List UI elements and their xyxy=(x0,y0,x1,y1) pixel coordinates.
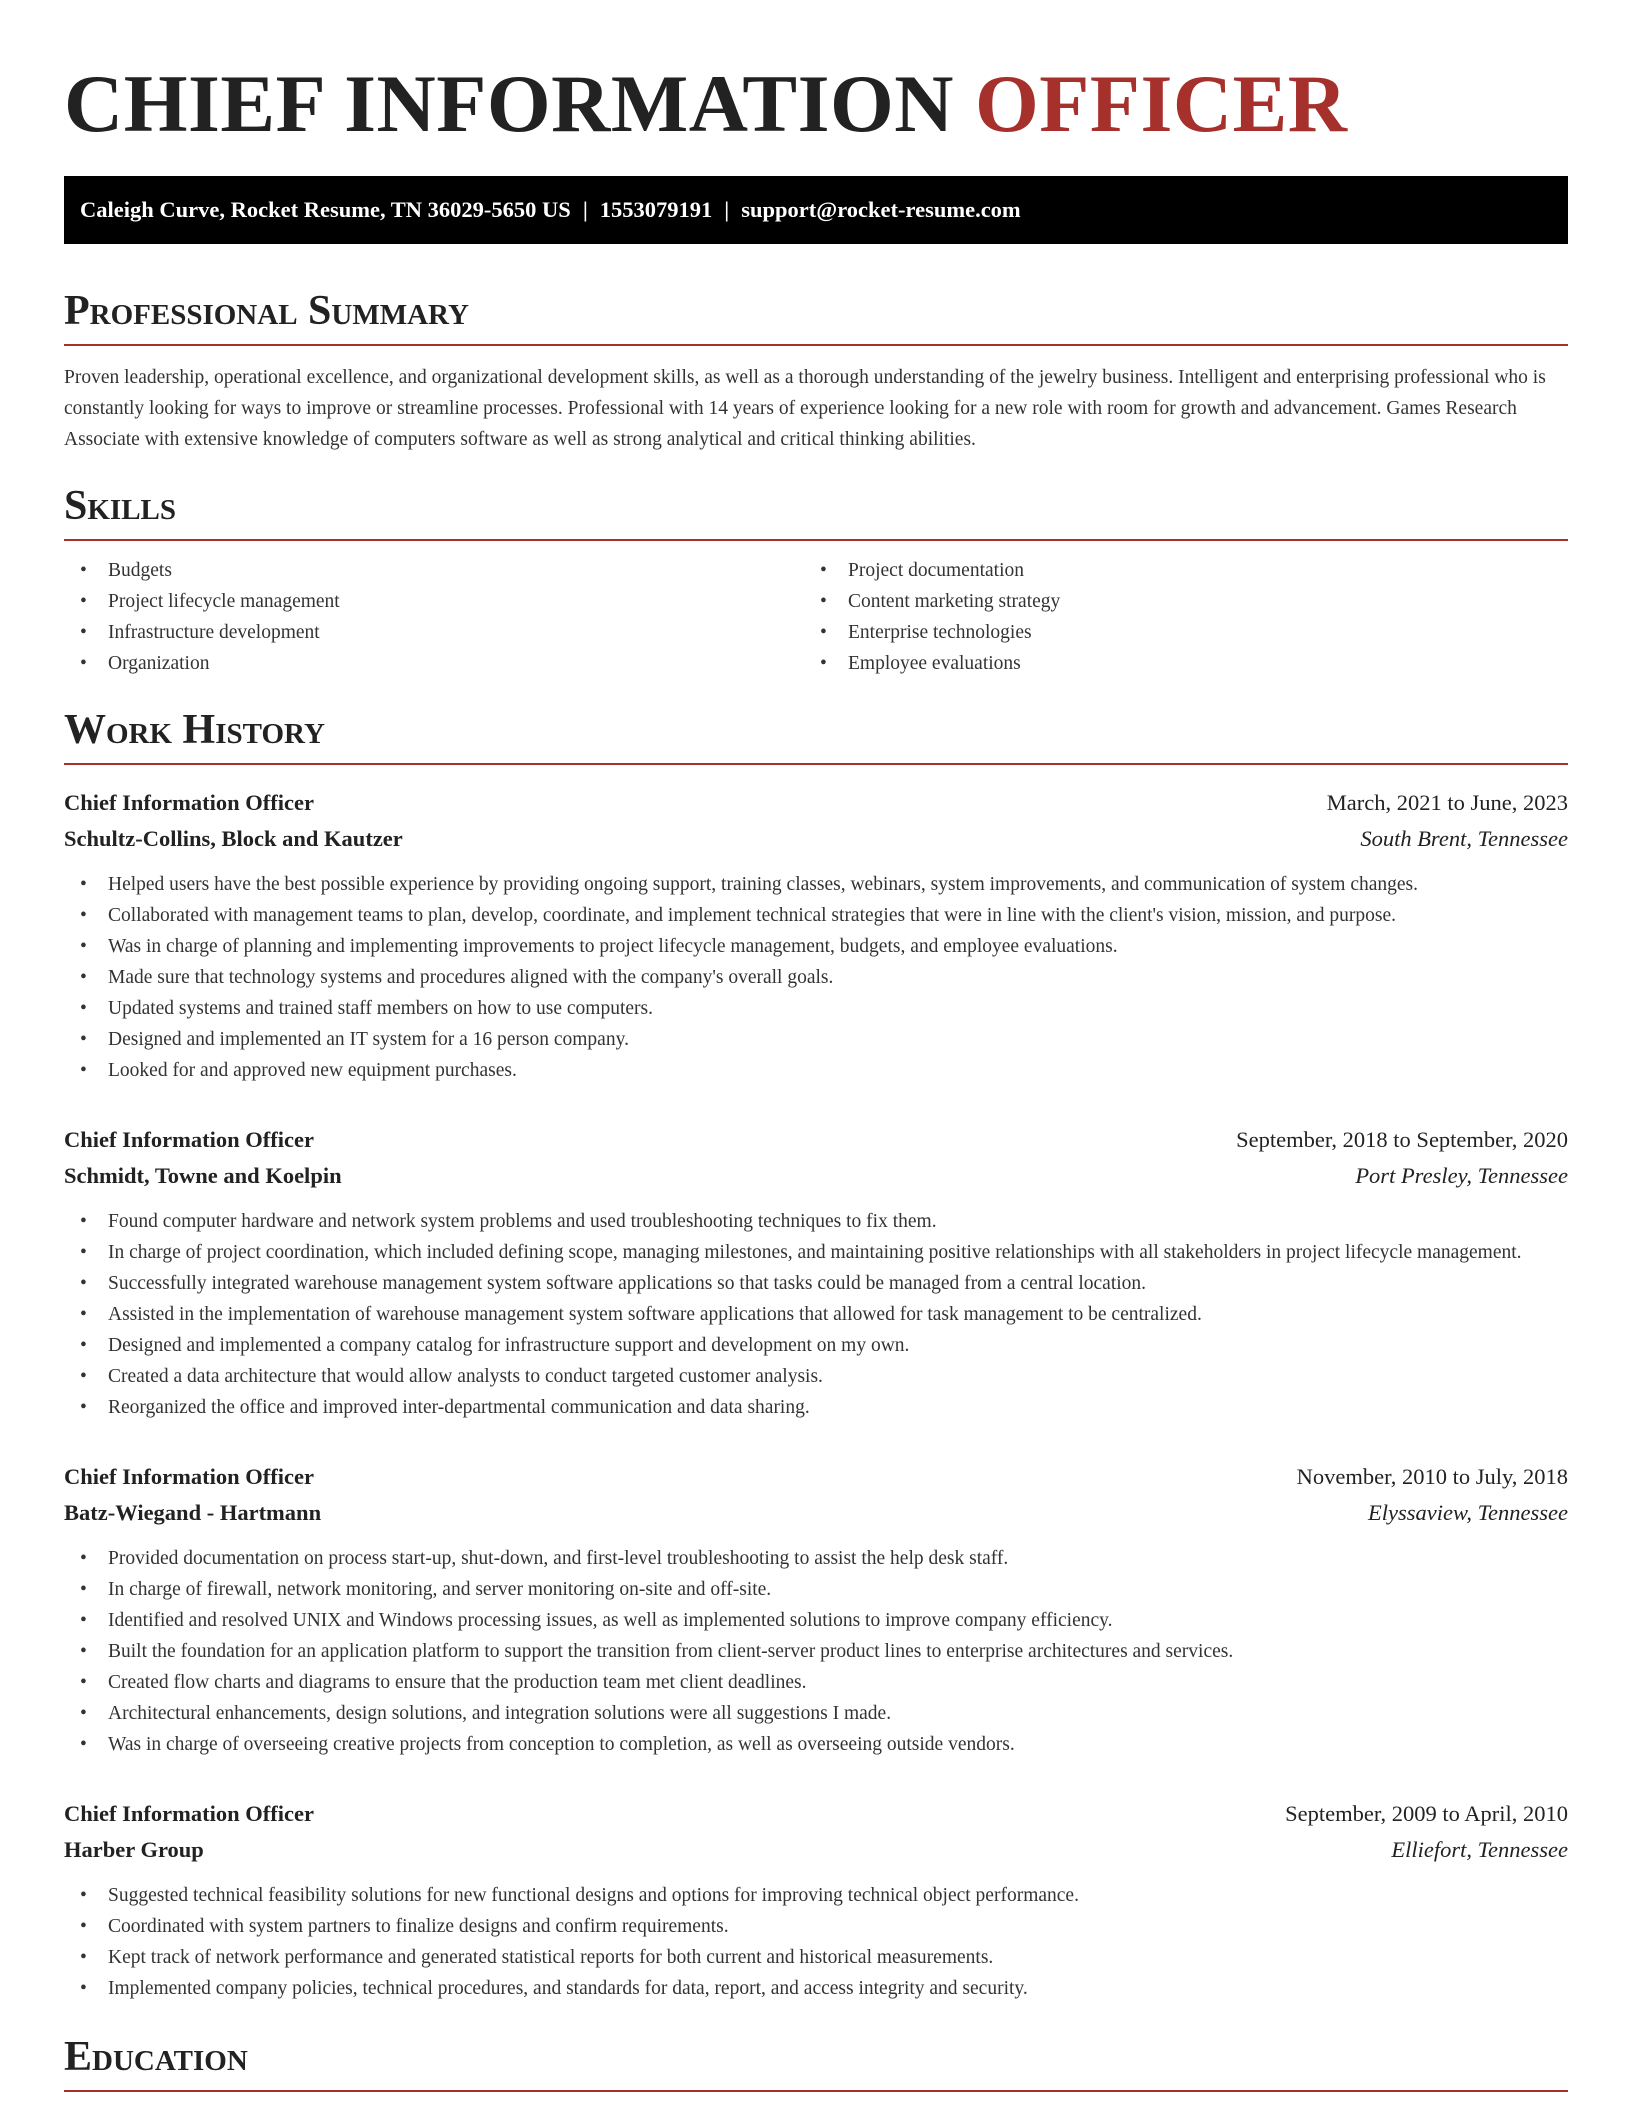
summary-heading: Professional Summary xyxy=(64,286,1568,346)
skill-item: • Budgets xyxy=(64,555,804,586)
title-accent: OFFICER xyxy=(975,58,1348,149)
job-company-row xyxy=(64,1832,1568,1868)
job-bullets xyxy=(64,1543,1568,1760)
page-title xyxy=(64,0,1568,152)
job-company: Schmidt, Towne and Koelpin xyxy=(64,1163,342,1188)
summary-text: Proven leadership, operational excellence, and organizational development skills, as well as a thorough understanding of the jewelry business. Intelligent and enterprising professional who is constantly looking for ways to improve or streamline processes. Professional with 14 years of experience looking for a new role with room for growth and advancement. Games Research Associate with extensive knowledge of computers software as well as strong analytical and critical thinking abilities. xyxy=(64,367,1546,450)
skills-column-left xyxy=(64,555,804,679)
work-history-section xyxy=(64,705,1568,2004)
job-title-row xyxy=(64,1796,1568,1832)
job-bullet: • In charge of project coordination, which included defining scope, managing milestones, and maintaining positive relationships with all stakeholders in project lifecycle management. xyxy=(64,1237,1568,1268)
job-location: Elyssaview, Tennessee xyxy=(1368,1500,1568,1525)
job-bullet: • Successfully integrated warehouse management system software applications so that tasks could be managed from a central location. xyxy=(64,1268,1568,1299)
job-entry xyxy=(64,1122,1568,1423)
job-dates: September, 2018 to September, 2020 xyxy=(1236,1127,1568,1152)
job-dates: November, 2010 to July, 2018 xyxy=(1296,1464,1568,1489)
job-bullet: • Made sure that technology systems and procedures aligned with the company's overall goals. xyxy=(64,962,1568,993)
skills-section xyxy=(64,481,1568,679)
job-bullet: • Coordinated with system partners to finalize designs and confirm requirements. xyxy=(64,1911,1568,1942)
education-heading: Education xyxy=(64,2032,1568,2092)
job-bullet: • Was in charge of overseeing creative projects from conception to completion, as well as overseeing outside vendors. xyxy=(64,1729,1568,1760)
summary-section xyxy=(64,286,1568,455)
skills-column-right xyxy=(804,555,1544,679)
job-bullet: • Suggested technical feasibility solutions for new functional designs and options for improving technical object performance. xyxy=(64,1880,1568,1911)
job-entry xyxy=(64,1459,1568,1760)
job-bullets xyxy=(64,1206,1568,1423)
title-main: CHIEF INFORMATION xyxy=(64,58,954,149)
job-bullet: • Designed and implemented a company catalog for infrastructure support and development on my own. xyxy=(64,1330,1568,1361)
work-history-heading: Work History xyxy=(64,705,1568,765)
contact-phone: 1553079191 xyxy=(599,197,713,222)
contact-separator: | xyxy=(724,197,730,222)
job-title-row xyxy=(64,785,1568,821)
job-entry xyxy=(64,1796,1568,2004)
job-bullets xyxy=(64,869,1568,1086)
skill-item: • Enterprise technologies xyxy=(804,617,1544,648)
job-title: Chief Information Officer xyxy=(64,1127,314,1152)
job-company: Schultz-Collins, Block and Kautzer xyxy=(64,826,403,851)
job-bullet: • Kept track of network performance and generated statistical reports for both current and historical measurements. xyxy=(64,1942,1568,1973)
job-bullet: • Built the foundation for an application platform to support the transition from client-server product lines to enterprise architectures and services. xyxy=(64,1636,1568,1667)
skill-item: • Employee evaluations xyxy=(804,648,1544,679)
job-bullet: • Collaborated with management teams to plan, develop, coordinate, and implement technical strategies that were in line with the client's vision, mission, and purpose. xyxy=(64,900,1568,931)
job-company-row xyxy=(64,821,1568,857)
job-title: Chief Information Officer xyxy=(64,1801,314,1826)
job-dates: March, 2021 to June, 2023 xyxy=(1326,790,1568,815)
contact-bar xyxy=(64,176,1568,244)
job-company: Batz-Wiegand - Hartmann xyxy=(64,1500,322,1525)
job-company-row xyxy=(64,1158,1568,1194)
job-title-row xyxy=(64,1122,1568,1158)
job-company: Harber Group xyxy=(64,1837,204,1862)
job-bullet: • Identified and resolved UNIX and Windows processing issues, as well as implemented solutions to improve company efficiency. xyxy=(64,1605,1568,1636)
job-bullet: • Designed and implemented an IT system for a 16 person company. xyxy=(64,1024,1568,1055)
job-entry xyxy=(64,785,1568,1086)
job-bullets xyxy=(64,1880,1568,2004)
job-bullet: • In charge of firewall, network monitoring, and server monitoring on-site and off-site. xyxy=(64,1574,1568,1605)
skill-item: • Content marketing strategy xyxy=(804,586,1544,617)
job-location: South Brent, Tennessee xyxy=(1360,826,1568,851)
job-bullet: • Created a data architecture that would allow analysts to conduct targeted customer analysis. xyxy=(64,1361,1568,1392)
job-bullet: • Assisted in the implementation of warehouse management system software applications that allowed for task management to be centralized. xyxy=(64,1299,1568,1330)
contact-email: support@rocket-resume.com xyxy=(741,197,1021,222)
job-bullet: • Looked for and approved new equipment purchases. xyxy=(64,1055,1568,1086)
job-location: Elliefort, Tennessee xyxy=(1391,1837,1568,1862)
skill-item: • Infrastructure development xyxy=(64,617,804,648)
contact-address: Caleigh Curve, Rocket Resume, TN 36029-5650 US xyxy=(80,197,571,222)
job-dates: September, 2009 to April, 2010 xyxy=(1285,1801,1568,1826)
job-company-row xyxy=(64,1495,1568,1531)
job-bullet: • Reorganized the office and improved inter-departmental communication and data sharing. xyxy=(64,1392,1568,1423)
skill-item: • Organization xyxy=(64,648,804,679)
resume-page xyxy=(64,0,1568,2092)
job-title: Chief Information Officer xyxy=(64,1464,314,1489)
job-bullet: • Implemented company policies, technical procedures, and standards for data, report, and access integrity and security. xyxy=(64,1973,1568,2004)
skill-item: • Project documentation xyxy=(804,555,1544,586)
contact-separator: | xyxy=(582,197,588,222)
job-bullet: • Architectural enhancements, design solutions, and integration solutions were all suggestions I made. xyxy=(64,1698,1568,1729)
skills-grid xyxy=(64,555,1568,679)
skills-heading: Skills xyxy=(64,481,1568,541)
job-bullet: • Was in charge of planning and implementing improvements to project lifecycle management, budgets, and employee evaluations. xyxy=(64,931,1568,962)
job-bullet: • Found computer hardware and network system problems and used troubleshooting techniques to fix them. xyxy=(64,1206,1568,1237)
job-bullet: • Updated systems and trained staff members on how to use computers. xyxy=(64,993,1568,1024)
job-bullet: • Helped users have the best possible experience by providing ongoing support, training classes, webinars, system improvements, and communication of system changes. xyxy=(64,869,1568,900)
job-bullet: • Created flow charts and diagrams to ensure that the production team met client deadlines. xyxy=(64,1667,1568,1698)
job-title-row xyxy=(64,1459,1568,1495)
education-section xyxy=(64,2032,1568,2092)
skill-item: • Project lifecycle management xyxy=(64,586,804,617)
job-bullet: • Provided documentation on process start-up, shut-down, and first-level troubleshooting to assist the help desk staff. xyxy=(64,1543,1568,1574)
job-title: Chief Information Officer xyxy=(64,790,314,815)
job-location: Port Presley, Tennessee xyxy=(1355,1163,1568,1188)
